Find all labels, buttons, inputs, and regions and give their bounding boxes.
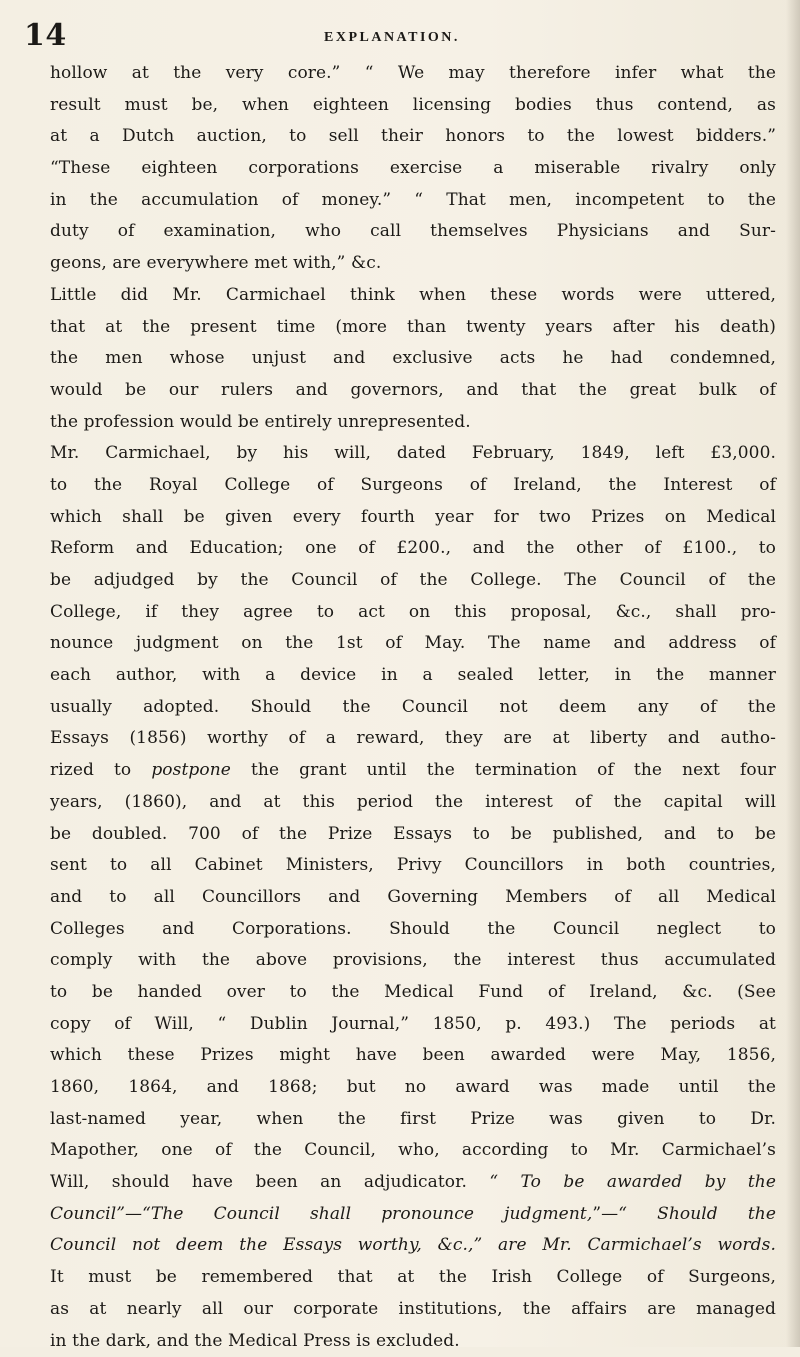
italic-council-not-deem: Council not deem the Essays worthy, &c.,”	[50, 1235, 482, 1255]
text-line: Reform and Education; one of £200., and the other of £100., to	[50, 533, 776, 565]
text-line: be doubled. 700 of the Prize Essays to be published, and to be	[50, 819, 776, 851]
text-line: result must be, when eighteen licensing bodies thus contend, as	[50, 90, 776, 122]
text-line: Mr. Carmichael, by his will, dated February, 1849, left £3,000.	[50, 438, 776, 470]
running-head: EXPLANATION.	[324, 30, 460, 46]
text-line: comply with the above provisions, the interest thus accumulated	[50, 945, 776, 977]
page-edge-shadow	[786, 0, 800, 1347]
text-line: be adjudged by the Council of the College. The Council of the	[50, 565, 776, 597]
italic-should-the: “ Should the	[618, 1204, 776, 1224]
text-line: Mapother, one of the Council, who, according to Mr. Carmichael’s	[50, 1135, 776, 1167]
text-line: in the accumulation of money.” “ That men, incompetent to the	[50, 185, 776, 217]
text-fragment: the grant until the termination of the next four	[231, 760, 776, 780]
text-line: to the Royal College of Surgeons of Ireland, the Interest of	[50, 470, 776, 502]
italic-postpone: postpone	[151, 760, 231, 780]
text-line: Colleges and Corporations. Should the Council neglect to	[50, 914, 776, 946]
text-fragment	[482, 1235, 498, 1255]
text-line: that at the present time (more than twenty years after his death)	[50, 312, 776, 344]
text-line-with-italic	[50, 1199, 776, 1231]
italic-to-be-awarded: “ To be awarded by the	[489, 1172, 776, 1192]
text-line: years, (1860), and at this period the interest of the capital will	[50, 787, 776, 819]
text-line: each author, with a device in a sealed letter, in the manner	[50, 660, 776, 692]
text-line: nounce judgment on the 1st of May. The name and address of	[50, 628, 776, 660]
italic-are-mr: are Mr. Carmichael’s words.	[498, 1235, 776, 1255]
text-line: sent to all Cabinet Ministers, Privy Councillors in both countries,	[50, 850, 776, 882]
text-line: copy of Will, “ Dublin Journal,” 1850, p. 493.) The periods at	[50, 1009, 776, 1041]
text-line: usually adopted. Should the Council not deem any of the	[50, 692, 776, 724]
italic-council-pronounce: The Council shall pronounce judgment,	[151, 1204, 592, 1224]
text-line: at a Dutch auction, to sell their honors to the lowest bidders.”	[50, 121, 776, 153]
text-line: geons, are everywhere met with,” &c.	[50, 248, 776, 280]
text-line: 1860, 1864, and 1868; but no award was made until the	[50, 1072, 776, 1104]
text-line-with-italic	[50, 1230, 776, 1262]
text-line: as at nearly all our corporate institutions, the affairs are managed	[50, 1294, 776, 1326]
body-text	[50, 58, 776, 1357]
italic-council-dash: Council”—“	[50, 1204, 151, 1224]
text-line-with-italic	[50, 755, 776, 787]
text-line: duty of examination, who call themselves Physicians and Sur-	[50, 216, 776, 248]
text-line: Little did Mr. Carmichael think when these words were uttered,	[50, 280, 776, 312]
text-line: which these Prizes might have been awarded were May, 1856,	[50, 1040, 776, 1072]
text-line: in the dark, and the Medical Press is excluded.	[50, 1326, 776, 1357]
text-fragment: rized to	[50, 760, 151, 780]
text-line: It must be remembered that at the Irish College of Surgeons,	[50, 1262, 776, 1294]
text-line-with-italic	[50, 1167, 776, 1199]
text-line: College, if they agree to act on this proposal, &c., shall pro-	[50, 597, 776, 629]
text-line: Essays (1856) worthy of a reward, they are at liberty and autho-	[50, 723, 776, 755]
text-line: last-named year, when the first Prize was given to Dr.	[50, 1104, 776, 1136]
page-header	[24, 18, 764, 58]
text-line: would be our rulers and governors, and that the great bulk of	[50, 375, 776, 407]
text-line: “These eighteen corporations exercise a miserable rivalry only	[50, 153, 776, 185]
text-fragment	[467, 1172, 489, 1192]
text-line: the profession would be entirely unrepresented.	[50, 407, 776, 439]
text-line: to be handed over to the Medical Fund of Ireland, &c. (See	[50, 977, 776, 1009]
text-line: hollow at the very core.” “ We may therefore infer what the	[50, 58, 776, 90]
text-fragment: Will, should have been an adjudicator.	[50, 1172, 467, 1192]
quote-joiner: ”—	[592, 1204, 618, 1224]
text-line: the men whose unjust and exclusive acts he had condemned,	[50, 343, 776, 375]
text-line: which shall be given every fourth year for two Prizes on Medical	[50, 502, 776, 534]
page-number: 14	[24, 18, 67, 53]
text-line: and to all Councillors and Governing Members of all Medical	[50, 882, 776, 914]
